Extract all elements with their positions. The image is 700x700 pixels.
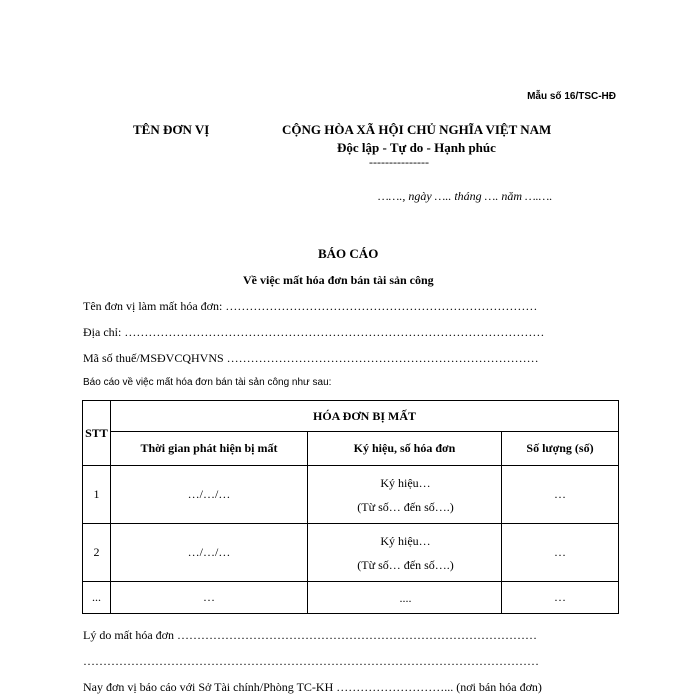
cell-stt: 1: [83, 466, 111, 524]
date-line: ……., ngày ….. tháng …. năm ….….: [378, 189, 553, 203]
unit-name: TÊN ĐƠN VỊ: [133, 122, 210, 137]
cell-stt: 2: [83, 524, 111, 582]
intro-text: Báo cáo về việc mất hóa đơn bán tài sản công như sau:: [83, 377, 332, 388]
table-row: [83, 466, 619, 524]
report-to-line: Nay đơn vị báo cáo với Sở Tài chính/Phòng TC-KH ………………………... (nơi bán hóa đơn): [83, 680, 542, 694]
cell-quantity: …: [502, 466, 619, 524]
cell-stt: ...: [83, 582, 111, 614]
header-quantity: Số lượng (số): [502, 432, 619, 466]
cell-kyhieu: [308, 466, 502, 524]
header-kyhieu: Ký hiệu, số hóa đơn: [308, 432, 502, 466]
document-subtitle: Về việc mất hóa đơn bán tài sản công: [243, 273, 434, 287]
nation-heading: CỘNG HÒA XÃ HỘI CHỦ NGHĨA VIỆT NAM: [282, 122, 552, 137]
table-row: [83, 582, 619, 614]
kyhieu-label: Ký hiệu…: [380, 475, 431, 490]
cell-quantity: …: [502, 582, 619, 614]
field-tax-code: Mã số thuế/MSĐVCQHVNS ……………………………………………………………………: [83, 351, 539, 365]
cell-quantity: …: [502, 524, 619, 582]
table-subheader-row: [83, 432, 619, 466]
header-stt: STT: [83, 401, 111, 466]
motto: Độc lập - Tự do - Hạnh phúc: [337, 140, 496, 155]
kyhieu-range: (Từ số… đến số….): [357, 557, 454, 572]
cell-kyhieu: [308, 524, 502, 582]
header-time: Thời gian phát hiện bị mất: [111, 432, 308, 466]
table-row: [83, 524, 619, 582]
lost-invoice-table: [82, 400, 619, 614]
cell-time: …: [111, 582, 308, 614]
field-lost-unit: Tên đơn vị làm mất hóa đơn: ……………………………………………………………………: [83, 299, 538, 313]
table-header-row: [83, 401, 619, 432]
kyhieu-range: (Từ số… đến số….): [357, 499, 454, 514]
form-code: Mẫu số 16/TSC-HĐ: [527, 91, 616, 102]
cell-time: …/…/…: [111, 524, 308, 582]
motto-divider: ---------------: [369, 155, 429, 169]
field-address: Địa chỉ: ……………………………………………………………………………………………: [83, 325, 545, 339]
cell-time: …/…/…: [111, 466, 308, 524]
kyhieu-label: Ký hiệu…: [380, 533, 431, 548]
cell-kyhieu: ....: [308, 582, 502, 614]
header-group: HÓA ĐƠN BỊ MẤT: [111, 401, 619, 432]
reason-line: Lý do mất hóa đơn ………………………………………………………………………………: [83, 628, 537, 642]
reason-continuation: ……………………………………………………………………………………………………: [83, 654, 539, 668]
document-title: BÁO CÁO: [318, 246, 379, 261]
